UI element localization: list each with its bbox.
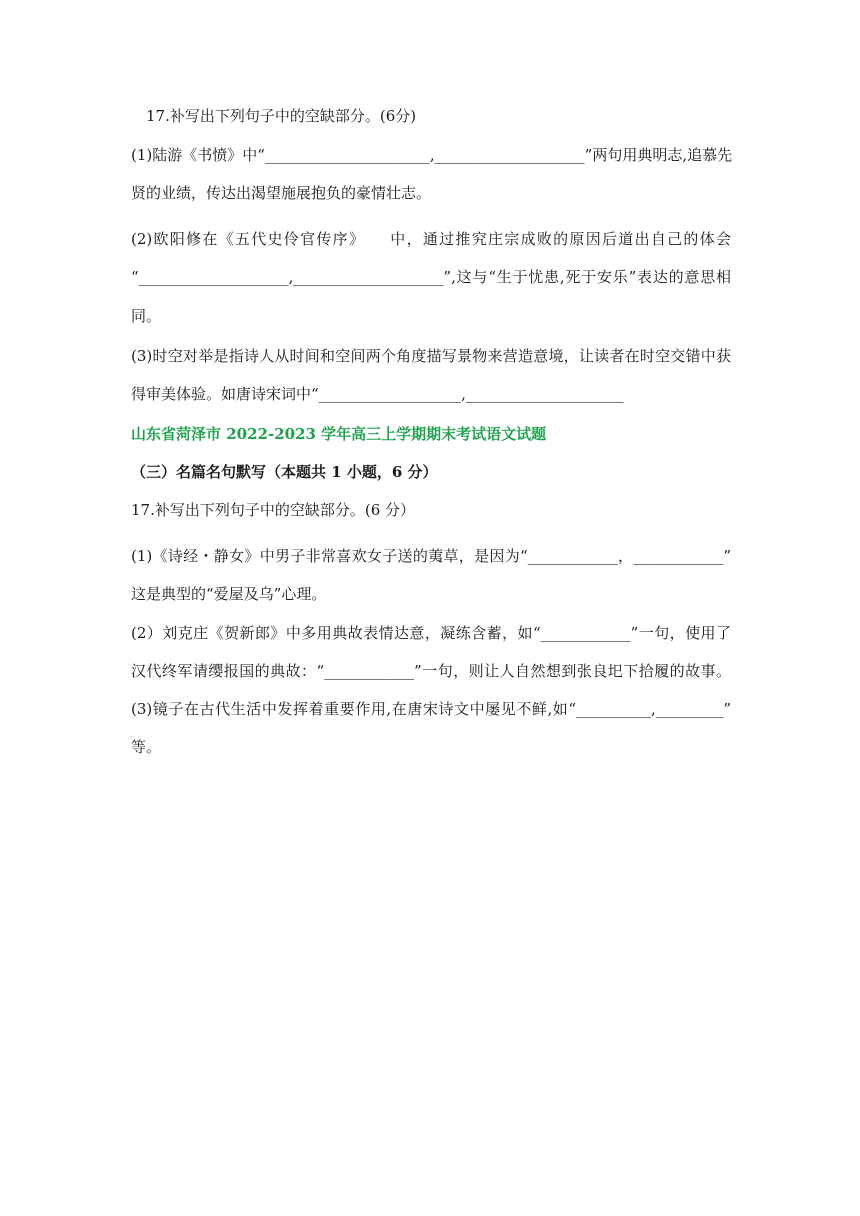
question-2-line-2: “____________________,____________________”,这与“生于忧患,死于安乐”表达的意思相 (131, 268, 731, 286)
question-2-line-3: 同。 (131, 307, 162, 325)
question-2-3-line-1: (3)镜子在古代生活中发挥着重要作用,在唐宋诗文中屡见不鲜,如“__________,_________” (131, 700, 731, 718)
question-3-line-2: 得审美体验。如唐诗宋词中“___________________,_____________________ (131, 385, 624, 403)
exam-source-title: 山东省菏泽市 2022-2023 学年高三上学期期末考试语文试题 (131, 425, 547, 443)
question-1-line-1: (1)陆游《书愤》中“______________________,____________________”两句用典明志,追慕先 (131, 146, 733, 164)
question-17-heading-2: 17.补写出下列句子中的空缺部分。(6 分） (131, 501, 416, 519)
question-2-1-line-2: 这是典型的“爱屋及乌”心理。 (131, 585, 327, 603)
question-17-heading: 17.补写出下列句子中的空缺部分。(6分) (146, 107, 417, 125)
section-heading: （三）名篇名句默写（本题共 1 小题，6 分） (131, 463, 438, 481)
question-3-line-1: (3)时空对举是指诗人从时间和空间两个角度描写景物来营造意境，让读者在时空交错中获 (131, 347, 731, 365)
question-2-2-line-1: (2）刘克庄《贺新郎》中多用典故表情达意，凝练含蓄，如“____________”一句，使用了 (131, 624, 731, 642)
question-2-2-line-2: 汉代终军请缨报国的典故：“____________”一句，则让人自然想到张良圯下拾履的故事。 (131, 662, 731, 680)
question-2-1-line-1: (1)《诗经・静女》中男子非常喜欢女子送的荑草，是因为“____________，____________” (131, 547, 731, 565)
question-1-line-2: 贤的业绩，传达出渴望施展抱负的豪情壮志。 (131, 184, 432, 202)
question-2-line-1: (2)欧阳修在《五代史伶官传序》 中，通过推究庄宗成败的原因后道出自己的体会 (131, 230, 731, 248)
question-2-3-line-2: 等。 (131, 738, 162, 756)
